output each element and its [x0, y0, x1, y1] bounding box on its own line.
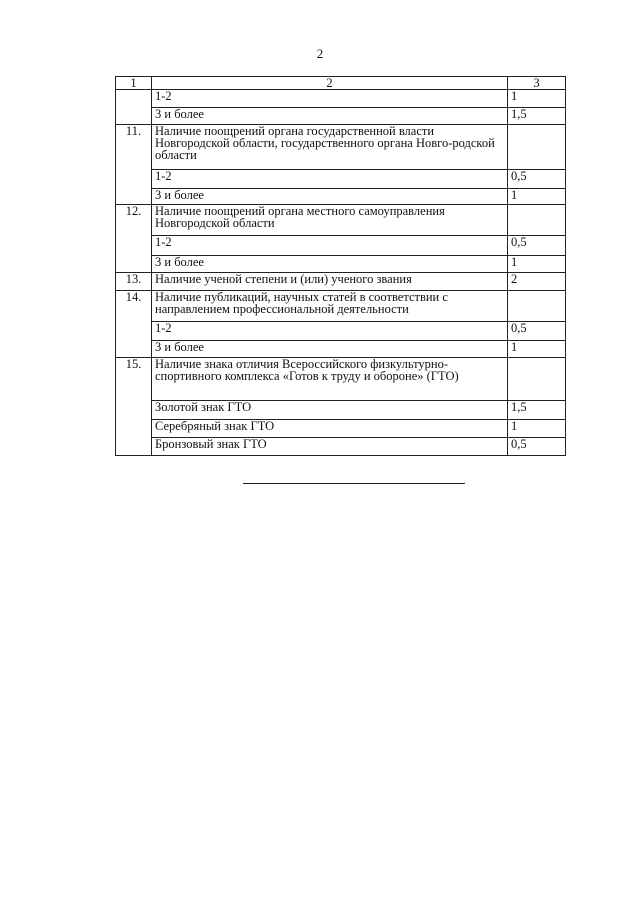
row-text: 1-2 — [152, 90, 508, 108]
row-value — [508, 358, 566, 401]
row-value: 0,5 — [508, 321, 566, 340]
row-value: 1 — [508, 90, 566, 108]
row-text: 1-2 — [152, 321, 508, 340]
row-number — [116, 255, 152, 273]
row-value: 1,5 — [508, 107, 566, 125]
row-value: 1,5 — [508, 400, 566, 419]
row-text: 3 и более — [152, 255, 508, 273]
row-number — [116, 169, 152, 188]
page-number: 2 — [316, 46, 324, 61]
table-row — [116, 90, 566, 108]
header-col-3: 3 — [508, 77, 566, 90]
row-value: 0,5 — [508, 437, 566, 456]
row-text: Золотой знак ГТО — [152, 400, 508, 419]
row-number — [116, 321, 152, 340]
row-number — [116, 400, 152, 419]
row-number: 12. — [116, 205, 152, 236]
end-of-document-rule — [243, 483, 465, 484]
header-col-1: 1 — [116, 77, 152, 90]
row-value: 1 — [508, 188, 566, 205]
row-number: 13. — [116, 273, 152, 291]
criteria-table — [115, 76, 566, 456]
row-text: 1-2 — [152, 169, 508, 188]
table-row — [116, 437, 566, 456]
row-number: 15. — [116, 358, 152, 401]
table-row — [116, 107, 566, 125]
row-number — [116, 90, 152, 108]
row-value: 2 — [508, 273, 566, 291]
row-number — [116, 235, 152, 255]
row-value — [508, 205, 566, 236]
row-value: 1 — [508, 340, 566, 358]
row-text: Наличие поощрений органа местного самоуправления Новгородской области — [152, 205, 508, 236]
table-row — [116, 255, 566, 273]
row-number — [116, 437, 152, 456]
table-row — [116, 321, 566, 340]
row-value — [508, 291, 566, 322]
table-row — [116, 235, 566, 255]
row-value: 1 — [508, 419, 566, 437]
header-col-2: 2 — [152, 77, 508, 90]
table-row — [116, 400, 566, 419]
row-value: 0,5 — [508, 169, 566, 188]
row-value: 1 — [508, 255, 566, 273]
row-text: 3 и более — [152, 188, 508, 205]
row-text: Бронзовый знак ГТО — [152, 437, 508, 456]
row-number: 11. — [116, 125, 152, 170]
row-text: Наличие поощрений органа государственной власти Новгородской области, государственного органа Новго-родской области — [152, 125, 508, 170]
row-value: 0,5 — [508, 235, 566, 255]
row-text: Наличие знака отличия Всероссийского физкультурно-спортивного комплекса «Готов к труду и обороне» (ГТО) — [152, 358, 508, 401]
row-number — [116, 107, 152, 125]
row-number: 14. — [116, 291, 152, 322]
table-row — [116, 205, 566, 236]
table-row — [116, 169, 566, 188]
table-row — [116, 340, 566, 358]
row-number — [116, 419, 152, 437]
table-row — [116, 291, 566, 322]
row-number — [116, 340, 152, 358]
table-row — [116, 358, 566, 401]
table-row — [116, 273, 566, 291]
row-text: Наличие ученой степени и (или) ученого звания — [152, 273, 508, 291]
row-value — [508, 125, 566, 170]
table-row — [116, 125, 566, 170]
table-row — [116, 188, 566, 205]
row-text: 3 и более — [152, 107, 508, 125]
row-text: 3 и более — [152, 340, 508, 358]
row-text: Наличие публикаций, научных статей в соответствии с направлением профессиональной деятельности — [152, 291, 508, 322]
table-header-row — [116, 77, 566, 90]
row-number — [116, 188, 152, 205]
row-text: Серебряный знак ГТО — [152, 419, 508, 437]
table-row — [116, 419, 566, 437]
row-text: 1-2 — [152, 235, 508, 255]
